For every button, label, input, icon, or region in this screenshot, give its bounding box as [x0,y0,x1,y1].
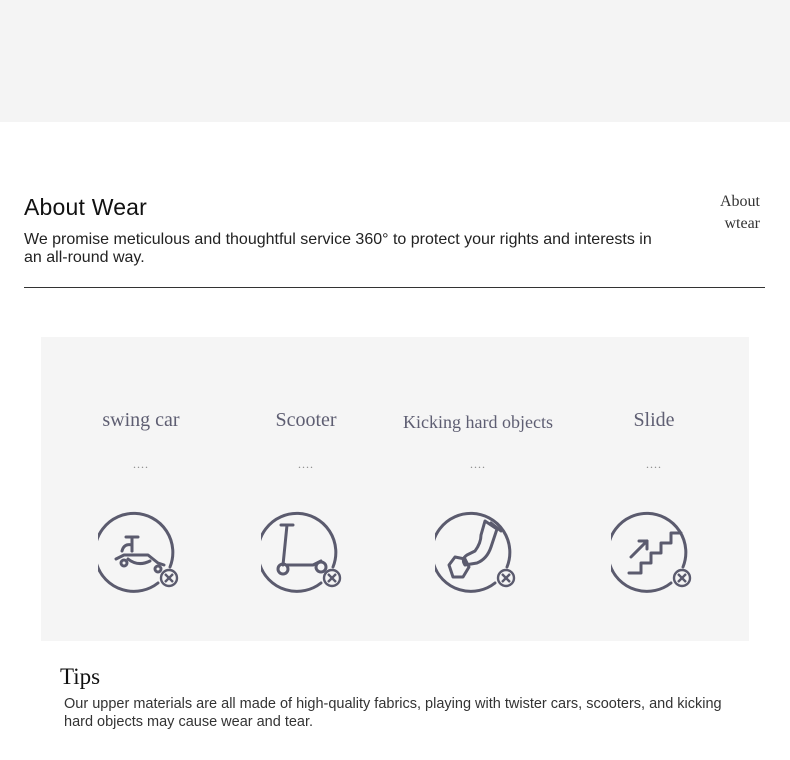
tips-text: Our upper materials are all made of high-quality fabrics, playing with twister cars, scooters, and kicking hard objects may cause wear and tear. [64,696,722,730]
wear-item-dots: .... [298,457,314,471]
wear-item-dots: .... [470,457,486,471]
about-title: About Wear [24,194,148,220]
wear-item-label: Kicking hard objects [403,412,553,432]
wear-item-scooter [206,337,406,641]
wear-item-label: swing car [102,409,180,431]
wear-item-kicking-hard-objects [378,337,578,641]
wear-causes-panel [41,337,749,641]
about-side-line2: wtear [724,215,760,232]
wear-item-dots: .... [133,457,149,471]
about-side-label [680,191,760,235]
kicking-hard-objects-prohibited-icon [435,507,525,597]
wear-item-dots: .... [646,457,662,471]
wear-item-label: Scooter [275,409,337,431]
tips-title: Tips [60,664,101,689]
wear-item-label: Slide [633,409,675,431]
about-side-line1: About [720,193,760,210]
top-banner-area [0,0,790,122]
wear-item-slide [554,337,754,641]
swing-car-prohibited-icon [98,507,188,597]
section-divider [24,287,765,288]
about-description: We promise meticulous and thoughtful service 360° to protect your rights and interests in an all-round way. [24,231,652,266]
slide-prohibited-icon [611,507,701,597]
scooter-prohibited-icon [261,507,351,597]
